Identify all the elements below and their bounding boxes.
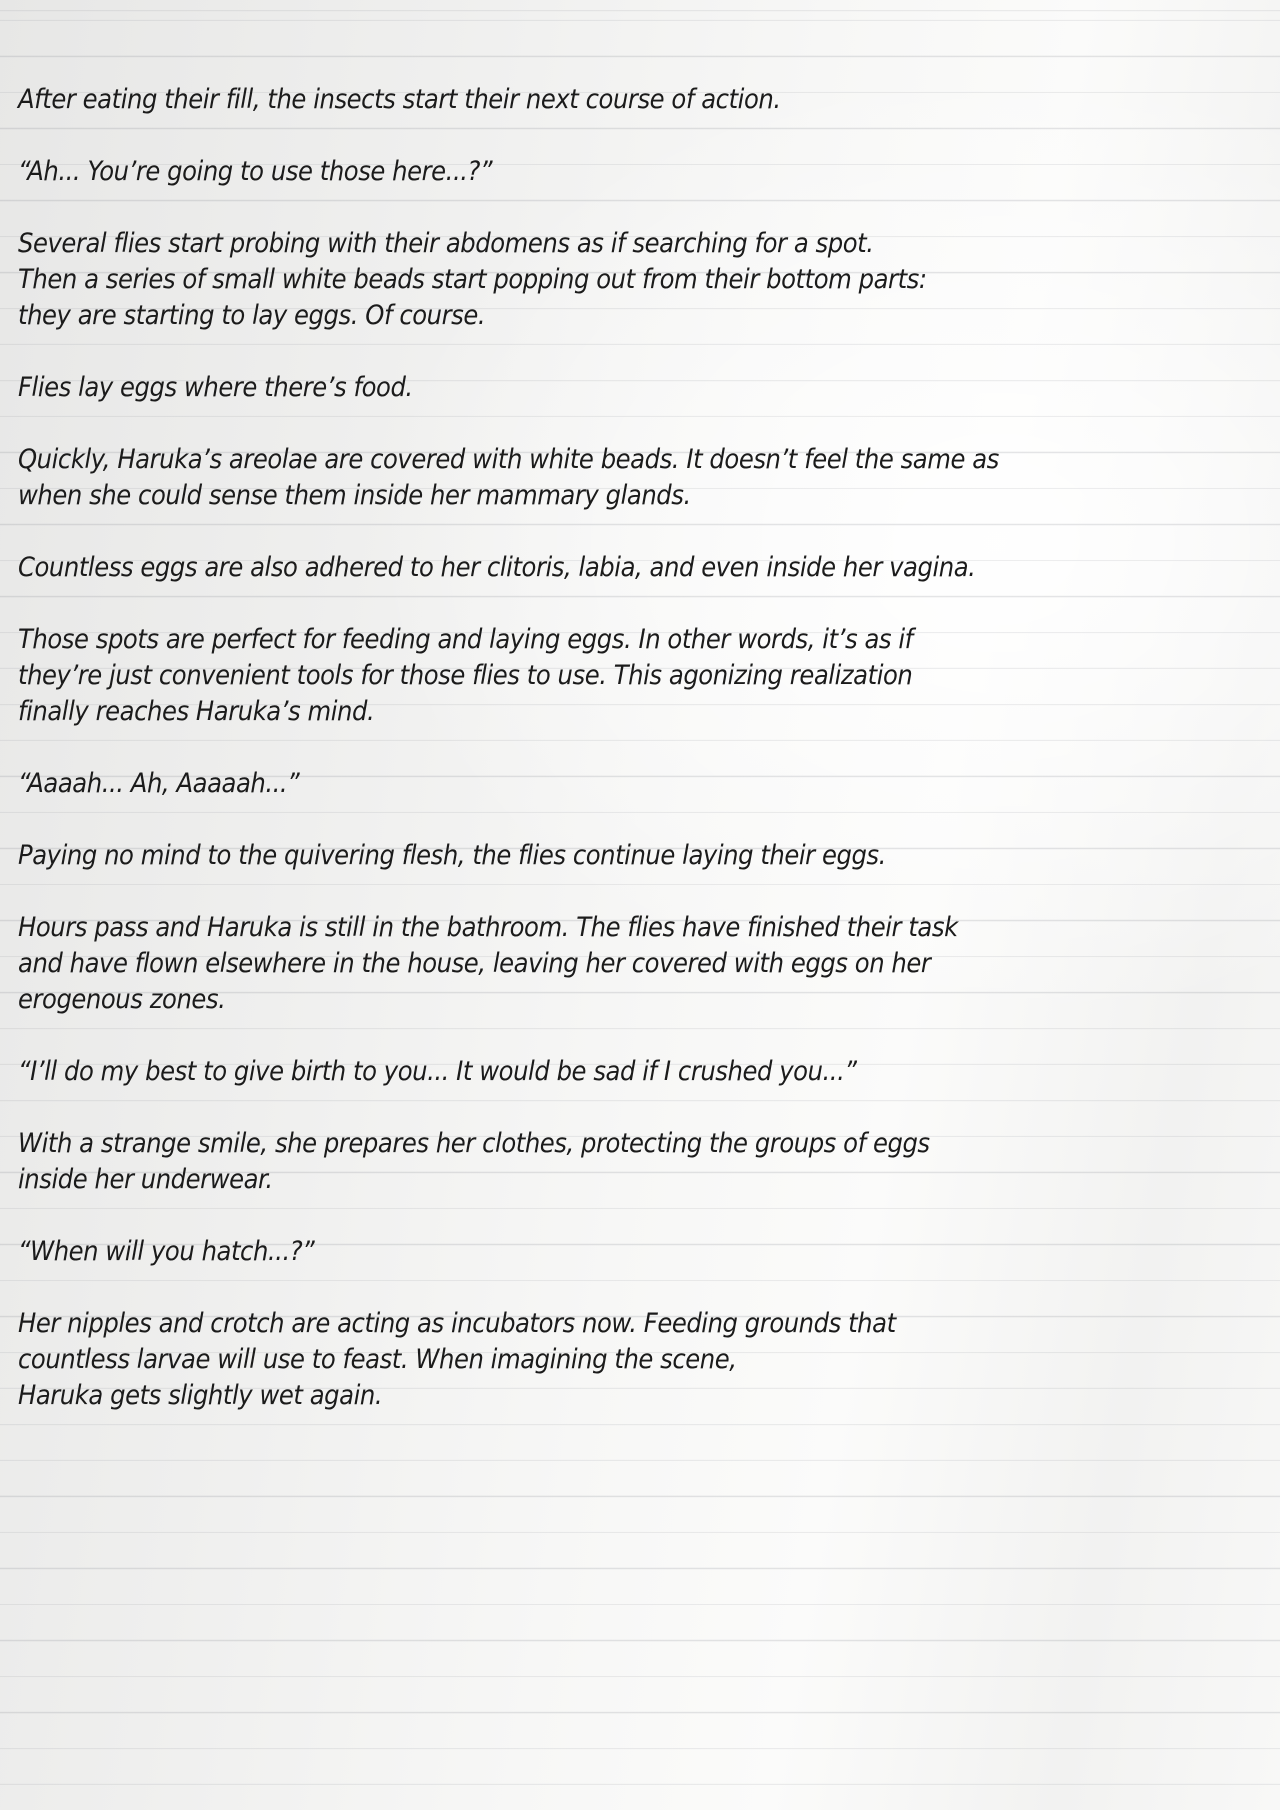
text-line: Hours pass and Haruka is still in the bathroom. The flies have finished their task: [18, 912, 958, 943]
text-line: Those spots are perfect for feeding and laying eggs. In other words, it’s as if: [18, 624, 913, 655]
text-line: Several flies start probing with their abdomens as if searching for a spot.: [18, 228, 874, 259]
dialogue-paragraph: [18, 154, 999, 190]
dialogue-line: “I’ll do my best to give birth to you... It would be sad if I crushed you...”: [18, 1056, 857, 1087]
text-line: they’re just convenient tools for those flies to use. This agonizing realization: [18, 660, 913, 691]
handwritten-text-column: [18, 82, 999, 1450]
paragraph: [18, 550, 999, 586]
text-line: After eating their fill, the insects start their next course of action.: [18, 84, 781, 115]
paragraph: [18, 442, 999, 514]
text-line: finally reaches Haruka’s mind.: [18, 696, 375, 727]
text-line: and have flown elsewhere in the house, leaving her covered with eggs on her: [18, 948, 931, 979]
paragraph: [18, 838, 999, 874]
paragraph: [18, 226, 999, 334]
paragraph: [18, 82, 999, 118]
paragraph: [18, 1126, 999, 1198]
dialogue-paragraph: [18, 766, 999, 802]
dialogue-paragraph: [18, 1054, 999, 1090]
text-line: countless larvae will use to feast. When imagining the scene,: [18, 1344, 737, 1375]
paragraph: [18, 910, 999, 1018]
text-line: they are starting to lay eggs. Of course.: [18, 300, 486, 331]
text-line: when she could sense them inside her mammary glands.: [18, 480, 691, 511]
dialogue-line: “Aaaah... Ah, Aaaaah...”: [18, 768, 300, 799]
text-line: inside her underwear.: [18, 1164, 273, 1195]
paragraph: [18, 622, 999, 730]
text-line: Flies lay eggs where there’s food.: [18, 372, 413, 403]
text-line: Then a series of small white beads start popping out from their bottom parts:: [18, 264, 927, 295]
dialogue-line: “When will you hatch...?”: [18, 1236, 315, 1267]
paragraph: [18, 1306, 999, 1414]
text-line: Countless eggs are also adhered to her clitoris, labia, and even inside her vagina.: [18, 552, 976, 583]
text-line: Quickly, Haruka’s areolae are covered with white beads. It doesn’t feel the same as: [18, 444, 999, 475]
text-line: Paying no mind to the quivering flesh, the flies continue laying their eggs.: [18, 840, 886, 871]
text-line: With a strange smile, she prepares her clothes, protecting the groups of eggs: [18, 1128, 930, 1159]
paragraph: [18, 370, 999, 406]
text-line: Haruka gets slightly wet again.: [18, 1380, 383, 1411]
text-line: Her nipples and crotch are acting as incubators now. Feeding grounds that: [18, 1308, 896, 1339]
dialogue-line: “Ah... You’re going to use those here...?”: [18, 156, 493, 187]
dialogue-paragraph: [18, 1234, 999, 1270]
text-line: erogenous zones.: [18, 984, 226, 1015]
